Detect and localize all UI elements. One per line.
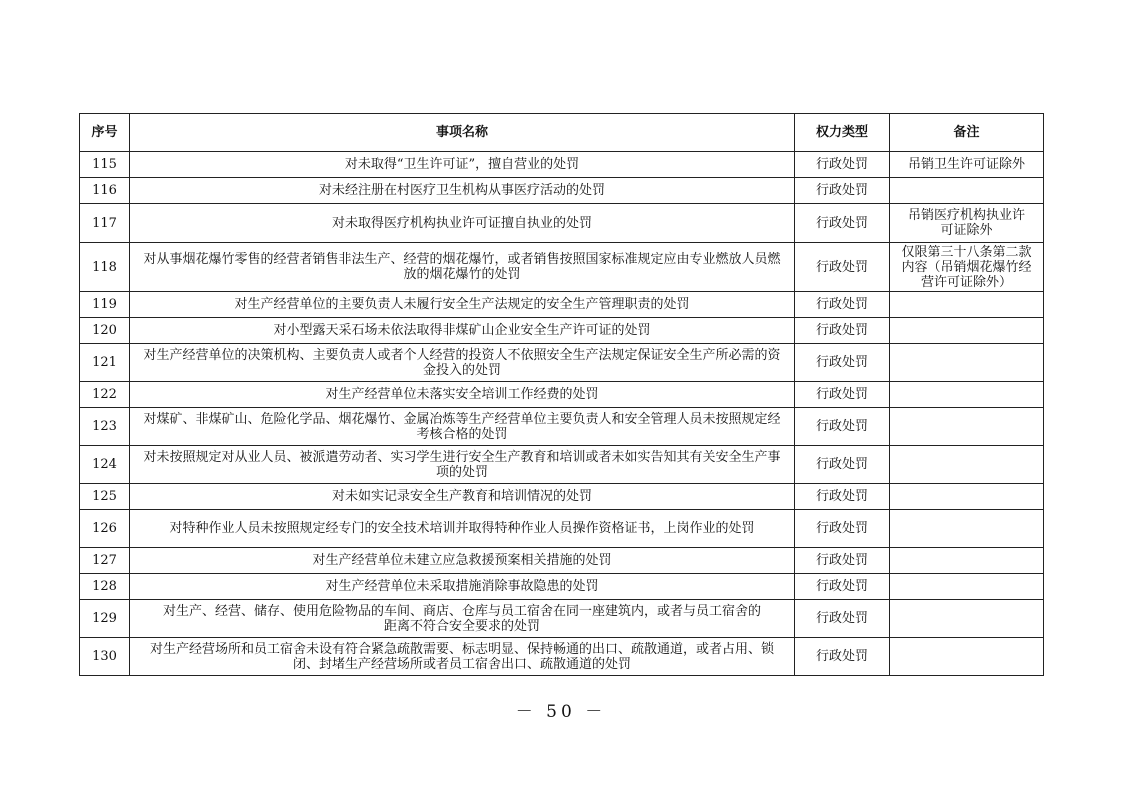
row-type: 行政处罚 xyxy=(795,318,890,344)
table-row xyxy=(80,292,1044,318)
row-note: 吊销医疗机构执业许可证除外 xyxy=(890,204,1044,243)
row-type: 行政处罚 xyxy=(795,204,890,243)
row-type: 行政处罚 xyxy=(795,574,890,600)
table-row xyxy=(80,344,1044,382)
table-row xyxy=(80,510,1044,548)
row-type: 行政处罚 xyxy=(795,484,890,510)
row-note xyxy=(890,638,1044,676)
table-row xyxy=(80,152,1044,178)
row-note xyxy=(890,344,1044,382)
table-header-row xyxy=(80,114,1044,152)
row-name: 对未如实记录安全生产教育和培训情况的处罚 xyxy=(130,484,795,510)
table-row xyxy=(80,204,1044,243)
row-note xyxy=(890,178,1044,204)
table-row xyxy=(80,574,1044,600)
table-row xyxy=(80,446,1044,484)
row-type: 行政处罚 xyxy=(795,510,890,548)
row-note: 仅限第三十八条第二款内容（吊销烟花爆竹经营许可证除外） xyxy=(890,243,1044,292)
row-type: 行政处罚 xyxy=(795,548,890,574)
row-name: 对未取得医疗机构执业许可证擅自执业的处罚 xyxy=(130,204,795,243)
row-no: 116 xyxy=(80,178,130,204)
row-note xyxy=(890,446,1044,484)
row-no: 129 xyxy=(80,600,130,638)
row-type: 行政处罚 xyxy=(795,408,890,446)
row-no: 128 xyxy=(80,574,130,600)
row-name: 对生产经营单位未落实安全培训工作经费的处罚 xyxy=(130,382,795,408)
row-note xyxy=(890,574,1044,600)
row-name: 对生产经营单位的主要负责人未履行安全生产法规定的安全生产管理职责的处罚 xyxy=(130,292,795,318)
table-row xyxy=(80,408,1044,446)
row-name: 对生产经营单位的决策机构、主要负责人或者个人经营的投资人不依照安全生产法规定保证安全生产所必需的资金投入的处罚 xyxy=(130,344,795,382)
table-row xyxy=(80,484,1044,510)
table-row xyxy=(80,382,1044,408)
row-no: 117 xyxy=(80,204,130,243)
header-no: 序号 xyxy=(80,114,130,152)
row-name: 对未取得“卫生许可证”，擅自营业的处罚 xyxy=(130,152,795,178)
table-row xyxy=(80,178,1044,204)
row-note xyxy=(890,510,1044,548)
row-name: 对生产、经营、储存、使用危险物品的车间、商店、仓库与员工宿舍在同一座建筑内，或者与员工宿舍的距离不符合安全要求的处罚 xyxy=(130,600,795,638)
row-name: 对生产经营单位未采取措施消除事故隐患的处罚 xyxy=(130,574,795,600)
row-no: 125 xyxy=(80,484,130,510)
row-no: 122 xyxy=(80,382,130,408)
row-note xyxy=(890,484,1044,510)
table-row xyxy=(80,243,1044,292)
table-row xyxy=(80,638,1044,676)
row-no: 121 xyxy=(80,344,130,382)
row-type: 行政处罚 xyxy=(795,152,890,178)
row-note xyxy=(890,292,1044,318)
authority-table xyxy=(79,113,1044,676)
row-no: 119 xyxy=(80,292,130,318)
row-type: 行政处罚 xyxy=(795,243,890,292)
row-note xyxy=(890,318,1044,344)
header-name: 事项名称 xyxy=(130,114,795,152)
table-row xyxy=(80,548,1044,574)
row-name: 对生产经营场所和员工宿舍未设有符合紧急疏散需要、标志明显、保持畅通的出口、疏散通道，或者占用、锁闭、封堵生产经营场所或者员工宿舍出口、疏散通道的处罚 xyxy=(130,638,795,676)
row-no: 123 xyxy=(80,408,130,446)
row-type: 行政处罚 xyxy=(795,638,890,676)
row-type: 行政处罚 xyxy=(795,178,890,204)
row-note xyxy=(890,408,1044,446)
row-name: 对未按照规定对从业人员、被派遣劳动者、实习学生进行安全生产教育和培训或者未如实告知其有关安全生产事项的处罚 xyxy=(130,446,795,484)
row-no: 120 xyxy=(80,318,130,344)
row-no: 127 xyxy=(80,548,130,574)
row-type: 行政处罚 xyxy=(795,344,890,382)
row-type: 行政处罚 xyxy=(795,600,890,638)
row-name: 对生产经营单位未建立应急救援预案相关措施的处罚 xyxy=(130,548,795,574)
header-type: 权力类型 xyxy=(795,114,890,152)
row-name: 对特种作业人员未按照规定经专门的安全技术培训并取得特种作业人员操作资格证书，上岗作业的处罚 xyxy=(130,510,795,548)
row-name: 对煤矿、非煤矿山、危险化学品、烟花爆竹、金属冶炼等生产经营单位主要负责人和安全管理人员未按照规定经考核合格的处罚 xyxy=(130,408,795,446)
row-type: 行政处罚 xyxy=(795,382,890,408)
row-no: 124 xyxy=(80,446,130,484)
row-note xyxy=(890,382,1044,408)
row-name: 对从事烟花爆竹零售的经营者销售非法生产、经营的烟花爆竹，或者销售按照国家标准规定应由专业燃放人员燃放的烟花爆竹的处罚 xyxy=(130,243,795,292)
row-note: 吊销卫生许可证除外 xyxy=(890,152,1044,178)
row-no: 115 xyxy=(80,152,130,178)
row-type: 行政处罚 xyxy=(795,292,890,318)
row-note xyxy=(890,548,1044,574)
row-note xyxy=(890,600,1044,638)
row-no: 126 xyxy=(80,510,130,548)
row-type: 行政处罚 xyxy=(795,446,890,484)
row-name: 对小型露天采石场未依法取得非煤矿山企业安全生产许可证的处罚 xyxy=(130,318,795,344)
row-no: 118 xyxy=(80,243,130,292)
table-row xyxy=(80,600,1044,638)
row-name: 对未经注册在村医疗卫生机构从事医疗活动的处罚 xyxy=(130,178,795,204)
page-number: － 50 － xyxy=(515,702,607,722)
row-no: 130 xyxy=(80,638,130,676)
table-row xyxy=(80,318,1044,344)
header-note: 备注 xyxy=(890,114,1044,152)
